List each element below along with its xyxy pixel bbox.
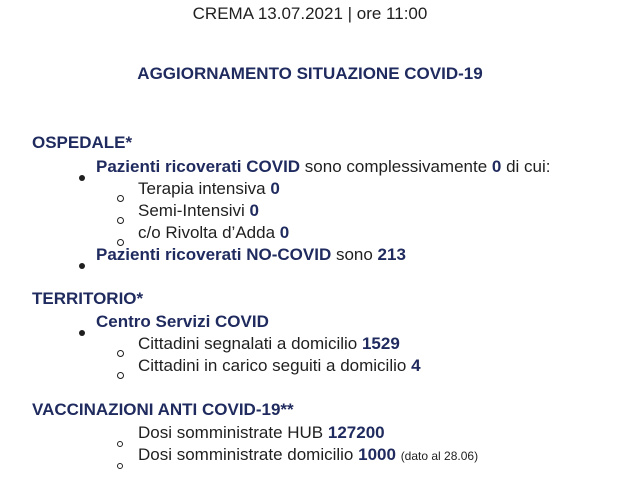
bullet-circle <box>117 454 123 474</box>
sub-item-value: 0 <box>249 201 259 220</box>
territorio-sub-item <box>138 356 421 376</box>
sub-item-text: Dosi somministrate HUB <box>138 423 328 442</box>
territorio-sub-item <box>138 334 400 354</box>
ospedale-sub-item <box>138 223 289 243</box>
item-label: Pazienti ricoverati COVID <box>96 157 301 176</box>
vaccinazioni-sub-item <box>138 423 385 443</box>
sub-item-value: 4 <box>411 356 421 375</box>
ospedale-sub-item <box>138 179 280 199</box>
item-label: Pazienti ricoverati NO-COVID <box>96 245 332 264</box>
bullet-circle <box>117 187 124 207</box>
bullet-disc <box>79 321 85 341</box>
bullet-circle <box>117 209 124 229</box>
bullet-disc <box>79 254 85 274</box>
vaccinazioni-sub-item <box>138 445 478 466</box>
territorio-item <box>96 312 269 332</box>
sub-item-value: 127200 <box>327 423 385 442</box>
sub-item-value: 1529 <box>361 334 400 353</box>
item-value: 213 <box>377 245 406 264</box>
bullet-disc <box>79 166 85 186</box>
item-label: Centro Servizi COVID <box>96 312 269 331</box>
sub-item-text: Terapia intensiva <box>138 179 271 198</box>
item-text: sono <box>331 245 378 264</box>
sub-item-value: 0 <box>279 223 290 242</box>
item-value: 0 <box>491 157 502 176</box>
ospedale-item-no-covid <box>96 245 406 265</box>
page-title: AGGIORNAMENTO SITUAZIONE COVID-19 <box>137 64 483 83</box>
section-heading-ospedale: OSPEDALE* <box>32 133 133 152</box>
bullet-circle <box>117 432 123 452</box>
item-text: sono complessivamente <box>300 157 492 176</box>
bullet-circle <box>117 364 124 384</box>
sub-item-text: Dosi somministrate domicilio <box>138 445 359 464</box>
section-heading-territorio: TERRITORIO* <box>32 289 144 308</box>
sub-item-value: 0 <box>270 179 280 198</box>
sub-item-value: 1000 <box>358 445 396 464</box>
ospedale-sub-item <box>138 201 259 221</box>
bullet-circle <box>117 342 124 362</box>
item-tail: di cui: <box>501 157 551 176</box>
sub-item-text: Semi-Intensivi <box>138 201 250 220</box>
dateline: CREMA 13.07.2021 | ore 11:00 <box>192 4 428 23</box>
sub-item-text: c/o Rivolta d’Adda <box>138 223 280 242</box>
section-heading-vaccinazioni: VACCINAZIONI ANTI COVID-19** <box>32 400 294 419</box>
sub-item-text: Cittadini in carico seguiti a domicilio <box>138 356 412 375</box>
sub-item-text: Cittadini segnalati a domicilio <box>138 334 362 353</box>
sub-item-note: (dato al 28.06) <box>400 449 479 463</box>
ospedale-item-covid <box>96 157 551 177</box>
